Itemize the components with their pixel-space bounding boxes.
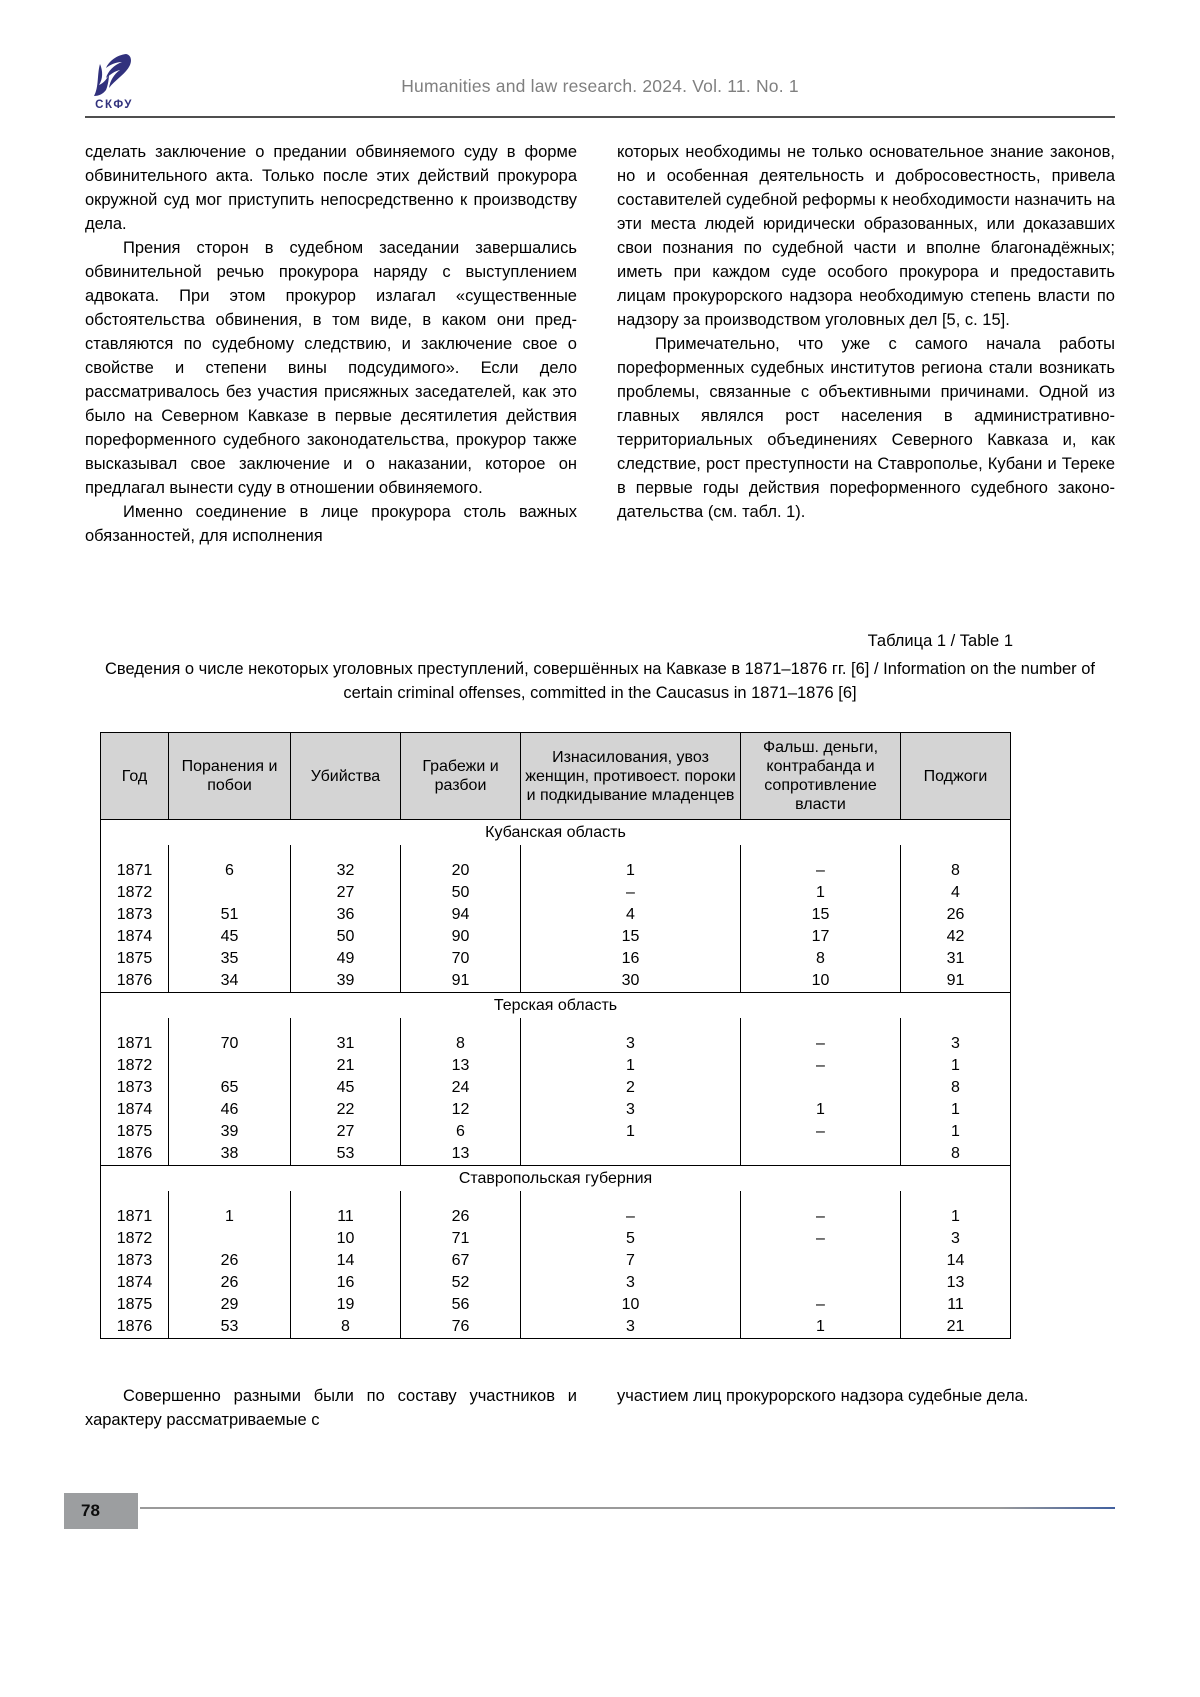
value-cell: 16 bbox=[291, 1272, 401, 1294]
table-cell-empty bbox=[521, 1191, 741, 1206]
value-cell: 3 bbox=[901, 1033, 1011, 1055]
value-cell: 17 bbox=[741, 926, 901, 948]
value-cell: 52 bbox=[401, 1272, 521, 1294]
table-cell-empty bbox=[291, 1191, 401, 1206]
table-section-title: Ставропольская губерния bbox=[101, 1166, 1011, 1192]
table-row bbox=[101, 926, 1011, 948]
value-cell: 32 bbox=[291, 860, 401, 882]
year-cell: 1876 bbox=[101, 1316, 169, 1339]
paragraph: участием лиц прокурорского надзора судебные дела. bbox=[617, 1387, 1029, 1405]
value-cell: 45 bbox=[291, 1077, 401, 1099]
value-cell: 8 bbox=[401, 1033, 521, 1055]
value-cell: 53 bbox=[169, 1316, 291, 1339]
table-row bbox=[101, 1206, 1011, 1228]
table-row bbox=[101, 1228, 1011, 1250]
table-row bbox=[101, 1250, 1011, 1272]
journal-title: Humanities and law research. 2024. Vol. 11. No. 1 bbox=[401, 76, 799, 96]
footer-divider bbox=[140, 1507, 1115, 1509]
value-cell: 5 bbox=[521, 1228, 741, 1250]
bottom-text-left bbox=[85, 1384, 577, 1444]
value-cell: 21 bbox=[901, 1316, 1011, 1339]
value-cell: 16 bbox=[521, 948, 741, 970]
table-spacer-row bbox=[101, 1191, 1011, 1206]
value-cell: 50 bbox=[291, 926, 401, 948]
table-row bbox=[101, 1121, 1011, 1143]
value-cell: 2 bbox=[521, 1077, 741, 1099]
value-cell: 30 bbox=[521, 970, 741, 993]
year-cell: 1875 bbox=[101, 948, 169, 970]
year-cell: 1871 bbox=[101, 1033, 169, 1055]
value-cell: – bbox=[521, 1206, 741, 1228]
value-cell: 10 bbox=[291, 1228, 401, 1250]
value-cell: 70 bbox=[401, 948, 521, 970]
table-cell-empty bbox=[291, 845, 401, 860]
column-header: Поранения и побои bbox=[169, 733, 291, 820]
value-cell: 3 bbox=[901, 1228, 1011, 1250]
value-cell: 1 bbox=[741, 1099, 901, 1121]
value-cell: 42 bbox=[901, 926, 1011, 948]
year-cell: 1875 bbox=[101, 1294, 169, 1316]
year-cell: 1876 bbox=[101, 970, 169, 993]
value-cell: 36 bbox=[291, 904, 401, 926]
year-cell: 1873 bbox=[101, 1250, 169, 1272]
table-cell-empty bbox=[521, 1018, 741, 1033]
value-cell: 56 bbox=[401, 1294, 521, 1316]
value-cell: 20 bbox=[401, 860, 521, 882]
value-cell: 22 bbox=[291, 1099, 401, 1121]
year-cell: 1874 bbox=[101, 1272, 169, 1294]
value-cell bbox=[169, 1055, 291, 1077]
value-cell: – bbox=[741, 1294, 901, 1316]
table-cell-empty bbox=[521, 845, 741, 860]
year-cell: 1871 bbox=[101, 1206, 169, 1228]
value-cell: 50 bbox=[401, 882, 521, 904]
value-cell: 27 bbox=[291, 882, 401, 904]
value-cell: 3 bbox=[521, 1316, 741, 1339]
value-cell: 8 bbox=[901, 1143, 1011, 1166]
year-cell: 1872 bbox=[101, 1055, 169, 1077]
text-column-right bbox=[617, 140, 1115, 524]
table-row bbox=[101, 948, 1011, 970]
value-cell: 15 bbox=[521, 926, 741, 948]
table-body bbox=[101, 820, 1011, 1339]
table-cell-empty bbox=[901, 1018, 1011, 1033]
value-cell: 14 bbox=[291, 1250, 401, 1272]
value-cell: 15 bbox=[741, 904, 901, 926]
value-cell: 1 bbox=[741, 882, 901, 904]
value-cell: 76 bbox=[401, 1316, 521, 1339]
table-row bbox=[101, 1033, 1011, 1055]
value-cell: 13 bbox=[401, 1055, 521, 1077]
value-cell: 11 bbox=[901, 1294, 1011, 1316]
table-cell-empty bbox=[901, 845, 1011, 860]
value-cell: 21 bbox=[291, 1055, 401, 1077]
value-cell: 1 bbox=[901, 1055, 1011, 1077]
value-cell: 4 bbox=[901, 882, 1011, 904]
value-cell: 1 bbox=[521, 1121, 741, 1143]
year-cell: 1874 bbox=[101, 1099, 169, 1121]
value-cell bbox=[169, 882, 291, 904]
table-cell-empty bbox=[101, 1018, 169, 1033]
value-cell: 11 bbox=[291, 1206, 401, 1228]
table-label: Таблица 1 / Table 1 bbox=[867, 632, 1013, 650]
value-cell: 1 bbox=[901, 1121, 1011, 1143]
table-header-row bbox=[101, 733, 1011, 820]
value-cell: 49 bbox=[291, 948, 401, 970]
table-caption: Сведения о числе некоторых уголовных преступлений, совершённых на Кавказе в 1871–1876 гг. [6] / Information on the number of certain criminal offenses, committed in the Caucasus in 1871–1876 [6] bbox=[104, 660, 1096, 702]
paragraph: которых необходимы не только основательное знание законов, но и особенная деятельность и добросовестность, привела составителей судебной реформы к необходимости назначить на эти места людей юридически образованных, или доказавших свои познания по судебной части и вполне благонадёжных; иметь при каждом суде особого прокурора и предоставить лицам прокурорского надзора необходимую степень власти по надзору за производством уголовных дел [5, с. 15]. bbox=[617, 143, 1115, 329]
column-header: Фальш. деньги, контрабанда и сопротивление власти bbox=[741, 733, 901, 820]
value-cell bbox=[741, 1250, 901, 1272]
value-cell: 26 bbox=[169, 1272, 291, 1294]
paragraph: Именно соединение в лице прокурора столь важных обязанностей, для исполнения bbox=[85, 503, 577, 545]
value-cell: 90 bbox=[401, 926, 521, 948]
crime-table bbox=[100, 732, 1011, 1339]
value-cell: 91 bbox=[401, 970, 521, 993]
table-spacer-row bbox=[101, 845, 1011, 860]
table-cell-empty bbox=[101, 845, 169, 860]
year-cell: 1874 bbox=[101, 926, 169, 948]
column-header: Убийства bbox=[291, 733, 401, 820]
value-cell: 1 bbox=[521, 860, 741, 882]
table-row bbox=[101, 1055, 1011, 1077]
value-cell: – bbox=[521, 882, 741, 904]
value-cell: 94 bbox=[401, 904, 521, 926]
table-spacer-row bbox=[101, 1018, 1011, 1033]
table-cell-empty bbox=[401, 1191, 521, 1206]
year-cell: 1875 bbox=[101, 1121, 169, 1143]
value-cell: 14 bbox=[901, 1250, 1011, 1272]
value-cell: 1 bbox=[741, 1316, 901, 1339]
value-cell: 34 bbox=[169, 970, 291, 993]
value-cell: 6 bbox=[169, 860, 291, 882]
value-cell: 29 bbox=[169, 1294, 291, 1316]
table-row bbox=[101, 1077, 1011, 1099]
table-row bbox=[101, 1294, 1011, 1316]
value-cell: 12 bbox=[401, 1099, 521, 1121]
value-cell: 38 bbox=[169, 1143, 291, 1166]
value-cell: – bbox=[741, 860, 901, 882]
table-row bbox=[101, 1272, 1011, 1294]
table-cell-empty bbox=[169, 1018, 291, 1033]
page-number: 78 bbox=[64, 1493, 138, 1529]
table-row bbox=[101, 970, 1011, 993]
table-row bbox=[101, 1099, 1011, 1121]
text-column-left bbox=[85, 140, 577, 548]
value-cell: 10 bbox=[741, 970, 901, 993]
value-cell: 65 bbox=[169, 1077, 291, 1099]
table-cell-empty bbox=[741, 1018, 901, 1033]
value-cell: 13 bbox=[901, 1272, 1011, 1294]
table-section-row bbox=[101, 820, 1011, 846]
value-cell: 91 bbox=[901, 970, 1011, 993]
value-cell: 10 bbox=[521, 1294, 741, 1316]
table-cell-empty bbox=[401, 1018, 521, 1033]
table-row bbox=[101, 1143, 1011, 1166]
value-cell: 8 bbox=[901, 1077, 1011, 1099]
value-cell: 26 bbox=[901, 904, 1011, 926]
bottom-text-right bbox=[617, 1384, 1115, 1444]
value-cell: 8 bbox=[741, 948, 901, 970]
value-cell: 6 bbox=[401, 1121, 521, 1143]
value-cell: 7 bbox=[521, 1250, 741, 1272]
table-section-title: Терская область bbox=[101, 993, 1011, 1019]
paragraph: Прения сторон в судебном заседании завершались обвинительной речью прокурора наряду с выступлением адвоката. При этом прокурор излагал «существенные обстоятельства обвинения, в том виде, в каком они представляются по судебному следствию, и заключение свое о свойстве и степени вины подсудимого». Если дело рассматривалось без участия присяжных заседателей, как это было на Северном Кавказе в первые десятилетия действия пореформенного судебного законодательства, прокурор также высказывал свое заключение и о наказании, которое он предлагал вынести суду в отношении обвиняемого. bbox=[85, 239, 577, 497]
column-header: Изнасилования, увоз женщин, противоест. пороки и подкидывание младенцев bbox=[521, 733, 741, 820]
logo-text: СКФУ bbox=[95, 99, 133, 111]
value-cell: 3 bbox=[521, 1272, 741, 1294]
value-cell: 19 bbox=[291, 1294, 401, 1316]
value-cell bbox=[741, 1077, 901, 1099]
value-cell: 67 bbox=[401, 1250, 521, 1272]
paragraph: Совершенно разными были по составу участников и характеру рассматриваемые с bbox=[85, 1387, 577, 1429]
value-cell: – bbox=[741, 1206, 901, 1228]
value-cell: 39 bbox=[291, 970, 401, 993]
table-cell-empty bbox=[101, 1191, 169, 1206]
column-header: Поджоги bbox=[901, 733, 1011, 820]
year-cell: 1872 bbox=[101, 882, 169, 904]
value-cell: 1 bbox=[521, 1055, 741, 1077]
column-header: Год bbox=[101, 733, 169, 820]
paragraph: Примечательно, что уже с самого начала работы пореформенных судебных институтов региона стали возникать проблемы, связанные с объективными причинами. Одной из главных являлся рост населения в административно-территориальных объединениях Северного Кавказа и, как следствие, рост преступности на Ставрополье, Кубани и Тереке в первые годы действия пореформенного судебного законодательства (см. табл. 1). bbox=[617, 335, 1115, 521]
table-cell-empty bbox=[741, 845, 901, 860]
value-cell: 1 bbox=[169, 1206, 291, 1228]
value-cell: 31 bbox=[291, 1033, 401, 1055]
column-header: Грабежи и разбои bbox=[401, 733, 521, 820]
value-cell: 71 bbox=[401, 1228, 521, 1250]
value-cell: 46 bbox=[169, 1099, 291, 1121]
value-cell: 31 bbox=[901, 948, 1011, 970]
table-row bbox=[101, 1316, 1011, 1339]
value-cell: 8 bbox=[901, 860, 1011, 882]
value-cell: 3 bbox=[521, 1033, 741, 1055]
value-cell: 51 bbox=[169, 904, 291, 926]
table-section-row bbox=[101, 1166, 1011, 1192]
value-cell: 13 bbox=[401, 1143, 521, 1166]
value-cell: 39 bbox=[169, 1121, 291, 1143]
table-row bbox=[101, 904, 1011, 926]
value-cell: 1 bbox=[901, 1206, 1011, 1228]
value-cell bbox=[741, 1272, 901, 1294]
value-cell: 26 bbox=[401, 1206, 521, 1228]
table-cell-empty bbox=[169, 1191, 291, 1206]
year-cell: 1876 bbox=[101, 1143, 169, 1166]
value-cell: 45 bbox=[169, 926, 291, 948]
value-cell: 4 bbox=[521, 904, 741, 926]
table-row bbox=[101, 882, 1011, 904]
value-cell: – bbox=[741, 1121, 901, 1143]
header-divider bbox=[85, 116, 1115, 118]
table-cell-empty bbox=[741, 1191, 901, 1206]
paragraph: сделать заключение о предании обвиняемого суду в форме обвинительного акта. Только после этих действий прокурора окружной суд мог приступить непосредственно к производству дела. bbox=[85, 143, 577, 233]
table-cell-empty bbox=[169, 845, 291, 860]
value-cell: 8 bbox=[291, 1316, 401, 1339]
value-cell: 24 bbox=[401, 1077, 521, 1099]
year-cell: 1871 bbox=[101, 860, 169, 882]
value-cell: – bbox=[741, 1228, 901, 1250]
value-cell: 53 bbox=[291, 1143, 401, 1166]
year-cell: 1873 bbox=[101, 1077, 169, 1099]
value-cell: 3 bbox=[521, 1099, 741, 1121]
value-cell bbox=[741, 1143, 901, 1166]
value-cell bbox=[521, 1143, 741, 1166]
year-cell: 1873 bbox=[101, 904, 169, 926]
value-cell: 70 bbox=[169, 1033, 291, 1055]
value-cell: – bbox=[741, 1033, 901, 1055]
table-section-row bbox=[101, 993, 1011, 1019]
value-cell: 1 bbox=[901, 1099, 1011, 1121]
table-cell-empty bbox=[901, 1191, 1011, 1206]
table-cell-empty bbox=[291, 1018, 401, 1033]
table-row bbox=[101, 860, 1011, 882]
table-cell-empty bbox=[401, 845, 521, 860]
table-section-title: Кубанская область bbox=[101, 820, 1011, 846]
value-cell: 26 bbox=[169, 1250, 291, 1272]
value-cell: 35 bbox=[169, 948, 291, 970]
value-cell: – bbox=[741, 1055, 901, 1077]
value-cell bbox=[169, 1228, 291, 1250]
year-cell: 1872 bbox=[101, 1228, 169, 1250]
value-cell: 27 bbox=[291, 1121, 401, 1143]
